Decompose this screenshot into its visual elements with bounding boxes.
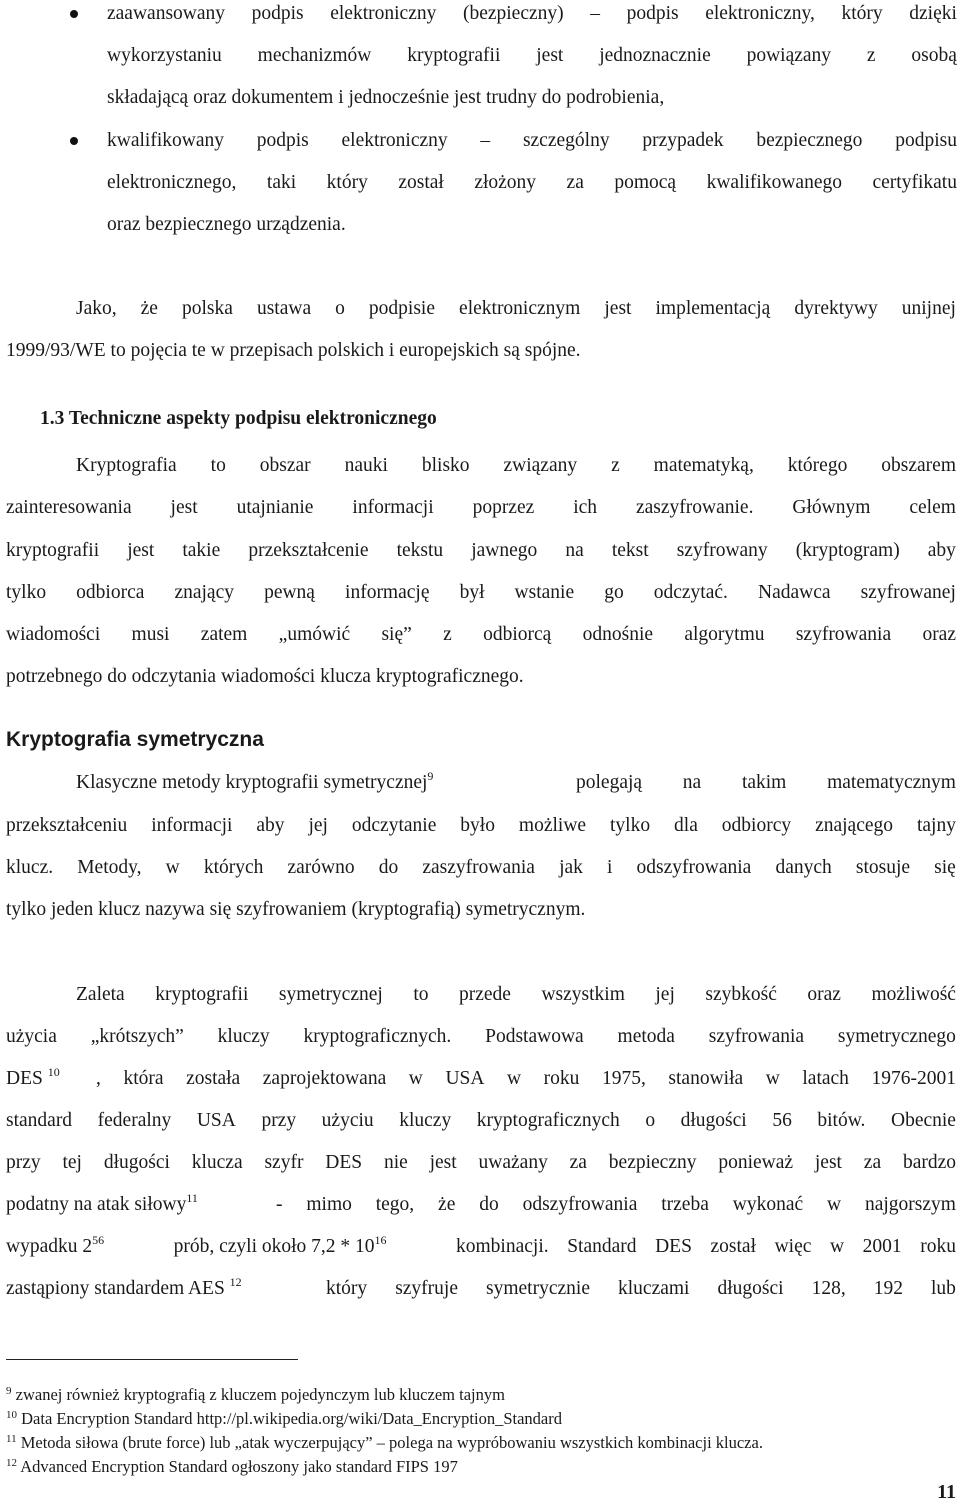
word: zaawansowany: [107, 3, 226, 24]
para3-line-3: [6, 858, 956, 878]
para4-text: wypadku 2: [6, 1236, 93, 1257]
word: to: [413, 984, 429, 1005]
word: szyfruje: [395, 1278, 458, 1299]
word: 56: [772, 1110, 792, 1131]
word: wszystkim: [541, 984, 625, 1005]
word: najgorszym: [864, 1194, 956, 1215]
word: bezpieczny: [608, 1152, 697, 1173]
word: w: [829, 1236, 845, 1257]
word: implementacją: [655, 298, 771, 319]
section-heading: 1.3 Techniczne aspekty podpisu elektronicznego: [40, 408, 437, 429]
word: odbiorcy: [721, 815, 792, 836]
word: kombinacji.: [456, 1236, 549, 1257]
footnote-ref-9[interactable]: 9: [427, 769, 434, 783]
word: zaprojektowana: [262, 1068, 387, 1089]
word: nauki: [344, 455, 388, 476]
para2-line-1: [76, 456, 956, 476]
word: złożony: [474, 172, 537, 193]
word: których: [203, 857, 264, 878]
para4-text: [96, 1069, 956, 1089]
para4-line-4: [6, 1111, 956, 1131]
word: w: [827, 1194, 842, 1215]
bullet-marker: [70, 10, 78, 18]
word: federalny: [97, 1110, 172, 1131]
word: szyfrowania: [795, 624, 892, 645]
word: Nadawca: [757, 582, 831, 603]
bullet-2-line-3: oraz bezpiecznego urządzenia.: [107, 214, 346, 235]
word: Obecnie: [891, 1110, 956, 1131]
word: szyfr: [264, 1152, 304, 1173]
para4-text: zastąpiony standardem AES: [6, 1278, 225, 1299]
word: danych: [775, 857, 832, 878]
para4-text: podatny na atak siłowy: [6, 1194, 187, 1215]
word: zatem: [200, 624, 248, 645]
para3-line-4: tylko jeden klucz nazywa się szyfrowaniem (kryptografią) symetrycznym.: [6, 899, 586, 920]
word: na: [565, 540, 584, 561]
word: tekst: [611, 540, 649, 561]
word: Metody,: [77, 857, 142, 878]
word: bezpiecznego: [756, 130, 863, 151]
word: Podstawowa: [485, 1026, 584, 1047]
word: znający: [174, 582, 234, 603]
word: 192: [873, 1278, 903, 1299]
word: ,: [96, 1068, 101, 1089]
word: tylko: [6, 582, 47, 603]
word: 128,: [811, 1278, 846, 1299]
word: kryptografii: [407, 45, 501, 66]
para2-line-4: [6, 583, 956, 603]
word: Standard: [567, 1236, 637, 1257]
word: tej: [62, 1152, 82, 1173]
word: ponieważ: [718, 1152, 794, 1173]
bullet-1-line-3: składającą oraz dokumentem i jednocześnie jest trudny do podrobienia,: [107, 87, 665, 108]
word: kluczy: [399, 1110, 452, 1131]
word: dzięki: [909, 3, 957, 24]
word: podpisie: [368, 298, 436, 319]
word: jak: [559, 857, 583, 878]
para4-line-2: [6, 1027, 956, 1047]
word: przy: [6, 1152, 41, 1173]
word: jest: [170, 497, 198, 518]
word: Jako,: [76, 298, 117, 319]
word: przypadek: [642, 130, 724, 151]
word: pewną: [264, 582, 315, 603]
para2-line-2: [6, 498, 956, 518]
para4-line-3: [6, 1065, 956, 1089]
word: elektroniczny,: [705, 3, 815, 24]
word: bitów.: [817, 1110, 866, 1131]
word: który: [841, 3, 883, 24]
word: osobą: [911, 45, 957, 66]
word: certyfikatu: [872, 172, 957, 193]
word: (kryptogram): [795, 540, 900, 561]
word: powiązany: [746, 45, 832, 66]
word: taki: [266, 172, 297, 193]
word: że: [438, 1194, 456, 1215]
footnote-ref-12[interactable]: 12: [229, 1275, 242, 1289]
footnote-ref-11[interactable]: 11: [186, 1191, 198, 1205]
word: USA: [196, 1110, 236, 1131]
word: szyfrowanej: [860, 582, 956, 603]
bullet-2-line-1: [107, 131, 957, 151]
word: matematycznym: [827, 772, 956, 793]
word: to: [210, 455, 226, 476]
word: tylko: [610, 815, 651, 836]
bullet-1-line-2: [107, 46, 957, 66]
word: która: [123, 1068, 164, 1089]
word: odbiorca: [76, 582, 145, 603]
word: Kryptografia: [76, 455, 177, 476]
word: elektronicznym: [459, 298, 581, 319]
word: zaszyfrowania: [422, 857, 535, 878]
word: jednoznacznie: [599, 45, 711, 66]
word: go: [604, 582, 624, 603]
word: tajny: [916, 815, 956, 836]
footnote-number: 10: [6, 1409, 17, 1421]
word: kryptograficznych.: [303, 1026, 452, 1047]
word: elektronicznego,: [107, 172, 237, 193]
bullet-marker: [70, 137, 78, 145]
para4-line-6: [6, 1191, 956, 1215]
word: kryptograficznych: [476, 1110, 620, 1131]
word: o: [645, 1110, 656, 1131]
word: szczególny: [522, 130, 610, 151]
word: „krótszych”: [90, 1026, 184, 1047]
word: kluczami: [618, 1278, 690, 1299]
word: 1976-2001: [871, 1068, 956, 1089]
word: przede: [459, 984, 511, 1005]
word: w: [408, 1068, 423, 1089]
word: utajnianie: [236, 497, 314, 518]
word: związany: [503, 455, 578, 476]
word: się: [934, 857, 956, 878]
para3-text: Klasyczne metody kryptografii symetrycznej: [76, 772, 428, 793]
word: z: [866, 45, 876, 66]
word: blisko: [421, 455, 470, 476]
word: szyfrowania: [708, 1026, 805, 1047]
word: w: [165, 857, 180, 878]
para4-line-8: [6, 1275, 956, 1299]
word: odczytanie: [351, 815, 437, 836]
word: został: [710, 1236, 756, 1257]
word: takie: [182, 540, 221, 561]
word: informacji: [352, 497, 434, 518]
para4-text: [276, 1195, 956, 1215]
para4-line-1: [76, 985, 956, 1005]
word: zarówno: [287, 857, 355, 878]
word: do: [378, 857, 399, 878]
page-number: 11: [937, 1481, 956, 1503]
para2-line-5: [6, 625, 956, 645]
para3-line-2: [6, 816, 956, 836]
word: długości: [717, 1278, 784, 1299]
word: kryptografii: [6, 540, 100, 561]
word: algorytmu: [684, 624, 765, 645]
word: przekształcenie: [248, 540, 369, 561]
word: jest: [429, 1152, 457, 1173]
word: podpis: [256, 130, 309, 151]
word: który: [326, 1278, 368, 1299]
word: odczytać.: [653, 582, 728, 603]
word: pomocą: [614, 172, 677, 193]
word: jawnego: [471, 540, 538, 561]
word: odszyfrowania: [522, 1194, 638, 1215]
para4-line-5: [6, 1153, 956, 1173]
subheading: Kryptografia symetryczna: [6, 728, 264, 751]
word: obszarem: [881, 455, 956, 476]
para3-line-1: [76, 769, 956, 793]
word: kwalifikowanego: [706, 172, 842, 193]
para4-text: DES: [6, 1068, 43, 1089]
word: szybkość: [705, 984, 777, 1005]
para4-text: prób, czyli około 7,2 * 10: [173, 1236, 375, 1257]
word: możliwe: [518, 815, 587, 836]
word: latach: [802, 1068, 849, 1089]
word: za: [566, 172, 584, 193]
word: długości: [680, 1110, 747, 1131]
word: informację: [345, 582, 430, 603]
para1-line-2: 1999/93/WE to pojęcia te w przepisach polskich i europejskich są spójne.: [6, 340, 581, 361]
bullet-2-line-2: [107, 173, 957, 193]
para1-line-1: [76, 299, 956, 319]
word: odbiorcą: [483, 624, 552, 645]
word: DES: [655, 1236, 692, 1257]
word: elektroniczny: [330, 3, 437, 24]
word: użyciu: [321, 1110, 374, 1131]
word: szyfrowany: [676, 540, 768, 561]
word: ustawa: [256, 298, 312, 319]
footnote-text: Metoda siłowa (brute force) lub „atak wyczerpujący” – polega na wypróbowaniu wszystkich kombinacji klucza.: [20, 1433, 763, 1452]
word: poprzez: [472, 497, 535, 518]
word: uważany: [478, 1152, 548, 1173]
word: Zaleta: [76, 984, 125, 1005]
word: wstanie: [514, 582, 575, 603]
word: jej: [308, 815, 328, 836]
para4-text: [456, 1237, 956, 1257]
footnote-11: [6, 1435, 763, 1452]
word: wykorzystaniu: [107, 45, 222, 66]
word: który: [326, 172, 368, 193]
word: został: [398, 172, 444, 193]
word: więc: [774, 1236, 812, 1257]
word: kwalifikowany: [107, 130, 224, 151]
word: długości: [103, 1152, 170, 1173]
para2-line-3: [6, 541, 956, 561]
footnote-number: 9: [6, 1385, 12, 1397]
para3-text: [576, 773, 956, 793]
word: zainteresowania: [6, 497, 132, 518]
word: metoda: [617, 1026, 675, 1047]
word: informacji: [151, 815, 233, 836]
word: odszyfrowania: [636, 857, 752, 878]
word: Głównym: [792, 497, 871, 518]
footnote-12: [6, 1459, 458, 1476]
word: że: [140, 298, 158, 319]
word: z: [611, 455, 620, 476]
word: oraz: [807, 984, 841, 1005]
word: polska: [182, 298, 233, 319]
word: jest: [814, 1152, 842, 1173]
word: podpisu: [895, 130, 957, 151]
word: wykonać: [732, 1194, 804, 1215]
word: jej: [655, 984, 675, 1005]
word: -: [276, 1194, 283, 1215]
word: którego: [787, 455, 848, 476]
word: lub: [931, 1278, 956, 1299]
word: 1975,: [601, 1068, 646, 1089]
word: celem: [909, 497, 956, 518]
word: kluczy: [217, 1026, 270, 1047]
word: –: [480, 130, 491, 151]
word: dyrektywy: [794, 298, 878, 319]
word: symetrycznie: [486, 1278, 590, 1299]
word: dla: [674, 815, 698, 836]
word: z: [443, 624, 452, 645]
word: jest: [604, 298, 632, 319]
word: podpis: [626, 3, 679, 24]
word: było: [460, 815, 495, 836]
word: mechanizmów: [257, 45, 372, 66]
word: trzeba: [661, 1194, 709, 1215]
footnote-ref-10[interactable]: 10: [47, 1065, 60, 1079]
word: stanowiła: [668, 1068, 744, 1089]
word: (bezpieczny): [462, 3, 564, 24]
word: w: [765, 1068, 780, 1089]
word: przy: [261, 1110, 297, 1131]
word: oraz: [922, 624, 956, 645]
word: „umówić: [278, 624, 351, 645]
word: możliwość: [871, 984, 956, 1005]
word: znającego: [815, 815, 894, 836]
word: na: [682, 772, 702, 793]
word: 2001: [862, 1236, 902, 1257]
exponent-16: 16: [374, 1233, 387, 1247]
word: za: [863, 1152, 882, 1173]
word: użycia: [6, 1026, 57, 1047]
word: matematyką,: [653, 455, 754, 476]
word: stosuje: [855, 857, 911, 878]
word: polegają: [576, 772, 643, 793]
word: została: [186, 1068, 241, 1089]
word: takim: [741, 772, 787, 793]
word: roku: [543, 1068, 580, 1089]
word: tego,: [375, 1194, 415, 1215]
word: klucza: [191, 1152, 243, 1173]
word: USA: [445, 1068, 485, 1089]
footnote-10: [6, 1411, 562, 1428]
word: odnośnie: [582, 624, 654, 645]
word: unijnej: [901, 298, 956, 319]
word: bardzo: [902, 1152, 956, 1173]
word: zaszyfrowanie.: [635, 497, 754, 518]
word: do: [479, 1194, 499, 1215]
word: symetrycznego: [837, 1026, 956, 1047]
footnote-9: [6, 1387, 505, 1404]
word: klucz.: [6, 857, 54, 878]
exponent-56: 56: [92, 1233, 105, 1247]
footnote-number: 12: [6, 1457, 17, 1469]
word: aby: [927, 540, 956, 561]
word: był: [459, 582, 485, 603]
word: w: [507, 1068, 522, 1089]
word: mimo: [306, 1194, 352, 1215]
word: tekstu: [396, 540, 444, 561]
para2-line-6: potrzebnego do odczytania wiadomości klucza kryptograficznego.: [6, 666, 524, 687]
para4-line-7: [6, 1233, 956, 1257]
word: podpis: [251, 3, 304, 24]
word: aby: [256, 815, 285, 836]
word: za: [569, 1152, 587, 1173]
word: symetrycznej: [278, 984, 383, 1005]
footnote-separator: [6, 1359, 298, 1360]
word: ich: [573, 497, 598, 518]
word: o: [335, 298, 345, 319]
word: musi: [131, 624, 170, 645]
word: jest: [127, 540, 155, 561]
word: roku: [920, 1236, 956, 1257]
word: obszar: [259, 455, 311, 476]
word: nie: [383, 1152, 408, 1173]
word: –: [590, 3, 600, 24]
word: przekształceniu: [6, 815, 128, 836]
word: wiadomości: [6, 624, 101, 645]
word: jest: [536, 45, 564, 66]
word: elektroniczny: [341, 130, 448, 151]
word: i: [607, 857, 613, 878]
word: kryptografii: [155, 984, 249, 1005]
word: DES: [325, 1152, 363, 1173]
word: się”: [381, 624, 412, 645]
bullet-1-line-1: [107, 4, 957, 24]
footnote-text: Data Encryption Standard http://pl.wikipedia.org/wiki/Data_Encryption_Standard: [21, 1409, 562, 1428]
footnote-number: 11: [6, 1433, 17, 1445]
word: standard: [6, 1110, 73, 1131]
footnote-text: zwanej również kryptografią z kluczem pojedynczym lub kluczem tajnym: [15, 1385, 505, 1404]
para4-text: [326, 1279, 956, 1299]
footnote-text: Advanced Encryption Standard ogłoszony jako standard FIPS 197: [20, 1457, 458, 1476]
